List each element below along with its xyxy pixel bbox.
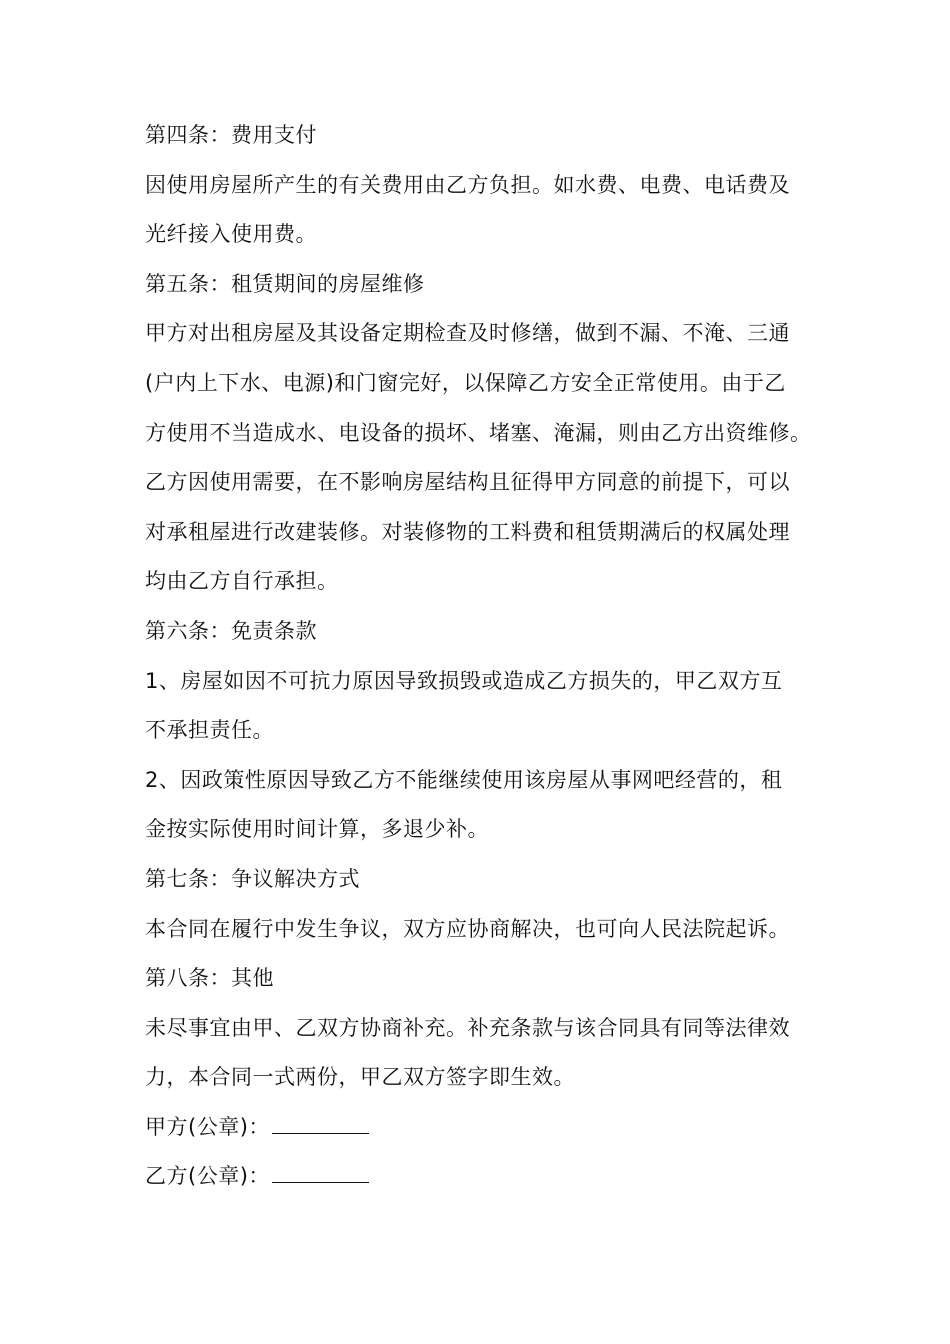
section-8-line-1: 未尽事宜由甲、乙双方协商补充。补充条款与该合同具有同等法律效 [145,1015,790,1040]
signature-party-b-blank [272,1152,369,1183]
signature-party-a [145,1103,815,1153]
section-6-line-4: 金按实际使用时间计算，多退少补。 [145,817,489,842]
section-7-line-1: 本合同在履行中发生争议，双方应协商解决，也可向人民法院起诉。 [145,916,790,941]
section-8-line-2: 力，本合同一式两份，甲乙双方签字即生效。 [145,1065,575,1090]
section-5-line-5: 对承租屋进行改建装修。对装修物的工料费和租赁期满后的权属处理 [145,519,790,544]
signature-party-b [145,1152,815,1202]
section-heading-4: 第四条：费用支付 [145,123,317,147]
section-5-line-4: 乙方因使用需要，在不影响房屋结构且征得甲方同意的前提下，可以 [145,470,790,495]
section-5-line-6: 均由乙方自行承担。 [145,569,339,594]
section-heading-8: 第八条：其他 [145,966,274,991]
contract-body [145,111,815,1202]
section-5-line-3: 方使用不当造成水、电设备的损坏、堵塞、淹漏，则由乙方出资维修。 [145,420,812,445]
section-4-line-2: 光纤接入使用费。 [145,222,317,247]
section-6-line-1: 1、房屋如因不可抗力原因导致损毁或造成乙方损失的，甲乙双方互 [145,668,783,693]
section-heading-5: 第五条：租赁期间的房屋维修 [145,271,425,296]
section-6-line-3: 2、因政策性原因导致乙方不能继续使用该房屋从事网吧经营的，租 [145,767,783,792]
section-5-line-1: 甲方对出租房屋及其设备定期检查及时修缮，做到不漏、不淹、三通 [145,321,790,346]
section-heading-7: 第七条：争议解决方式 [145,866,360,891]
signature-party-a-label: 甲方(公章)： [145,1114,270,1139]
signature-party-b-label: 乙方(公章)： [145,1164,270,1189]
section-4-line-1: 因使用房屋所产生的有关费用由乙方负担。如水费、电费、电话费及 [145,172,790,197]
section-6-line-2: 不承担责任。 [145,718,274,743]
signature-party-a-blank [272,1103,369,1134]
section-5-line-2: (户内上下水、电源)和门窗完好，以保障乙方安全正常使用。由于乙 [145,370,786,395]
section-heading-6: 第六条：免责条款 [145,618,317,643]
